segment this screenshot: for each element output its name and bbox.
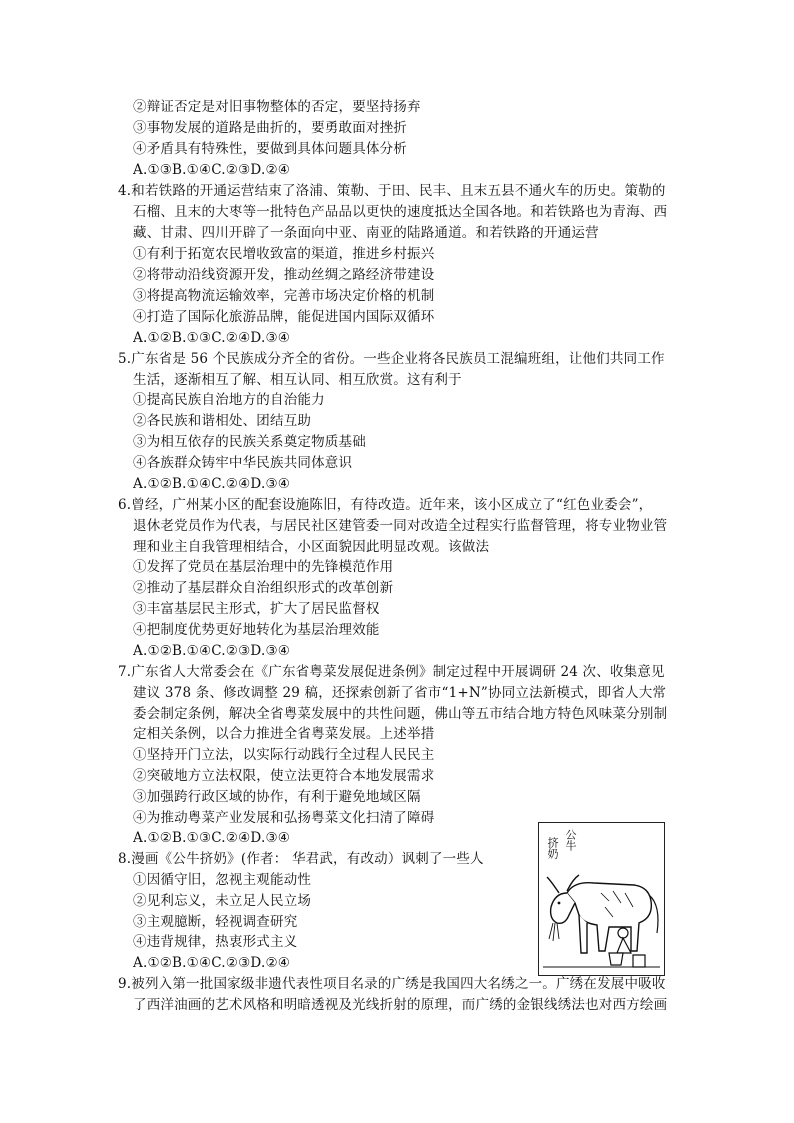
q5-answers: A.①②B.①④C.②④D.③④ xyxy=(133,476,291,492)
q7-option-2: ②突破地方立法权限，使立法更符合本地发展需求 xyxy=(133,768,435,784)
q8-option-3: ③主观臆断，轻视调查研究 xyxy=(133,914,298,930)
q4-option-4: ④打造了国际化旅游品牌，能促进国内国际双循环 xyxy=(133,309,435,325)
q4-stem-2: 石榴、且末的大枣等一批特色产品品以更快的速度抵达全国各地。和若铁路也为青海、西 xyxy=(133,204,668,220)
q6-stem-1: 6.曾经，广州某小区的配套设施陈旧，有待改造。近年来，该小区成立了“红色业委会”， xyxy=(118,497,653,513)
q3-option-3: ③事物发展的道路是曲折的，要勇敢面对挫折 xyxy=(133,120,407,136)
q8-option-4: ④违背规律，热衷形式主义 xyxy=(133,934,298,950)
q6-option-4: ④把制度优势更好地转化为基层治理效能 xyxy=(133,622,380,638)
q3-option-4: ④矛盾具有特殊性，要做到具体问题具体分析 xyxy=(133,141,407,157)
cartoon-caption-right: 公牛 xyxy=(564,829,577,851)
q8-option-1: ①因循守旧，忽视主观能动性 xyxy=(133,872,312,888)
q6-stem-2: 退休老党员作为代表，与居民社区建管委一同对改造全过程实行监督管理，将专业物业管 xyxy=(133,518,668,534)
q8-stem-1: 8.漫画《公牛挤奶》(作者： 华君武，有改动）讽刺了一些人 xyxy=(118,851,484,867)
q7-answers: A.①②B.①③C.②④D.③④ xyxy=(133,830,291,846)
q6-option-1: ①发挥了党员在基层治理中的先锋模范作用 xyxy=(133,559,394,575)
q5-option-2: ②各民族和谐相处、团结互助 xyxy=(133,413,312,429)
q3-option-2: ②辩证否定是对旧事物整体的否定，要坚持扬弃 xyxy=(133,99,421,115)
q4-answers: A.①②B.①③C.②④D.③④ xyxy=(133,330,291,346)
q4-option-1: ①有利于拓宽农民增收致富的渠道，推进乡村振兴 xyxy=(133,246,435,262)
q7-stem-2: 建议 378 条、修改调整 29 稿，还探索创新了省市“1+N”协同立法新模式，即省人大常 xyxy=(133,685,667,701)
q5-option-3: ③为相互依存的民族关系奠定物质基础 xyxy=(133,434,366,450)
q9-stem-1: 9.被列入第一批国家级非遗代表性项目名录的广绣是我国四大名绣之一。广绣在发展中吸收 xyxy=(118,976,666,992)
q6-option-2: ②推动了基层群众自治组织形式的改革创新 xyxy=(133,580,394,596)
q5-option-1: ①提高民族自治地方的自治能力 xyxy=(133,392,325,408)
q4-stem-1: 4.和若铁路的开通运营结束了洛浦、策勒、于田、民丰、且末五县不通火车的历史。策勒的 xyxy=(118,183,666,199)
q6-answers: A.①②B.①④C.②③D.③④ xyxy=(133,643,291,659)
q8-answers: A.①②B.①④C.②③D.②④ xyxy=(133,955,291,971)
q7-stem-4: 定相关条例，以合力推进全省粤菜发展。上述举措 xyxy=(133,726,435,742)
q7-option-4: ④为推动粤菜产业发展和弘扬粤菜文化扫清了障碍 xyxy=(133,810,435,826)
q3-answers: A.①③B.①④C.②③D.②④ xyxy=(133,162,291,178)
q5-stem-2: 生活，逐渐相互了解、相互认同、相互欣赏。这有利于 xyxy=(133,372,462,388)
cartoon-bull-milking xyxy=(538,822,665,976)
q9-stem-2: 了西洋油画的艺术风格和明暗透视及光线折射的原理，而广绣的金银线绣法也对西方绘画 xyxy=(133,997,668,1013)
q7-stem-3: 委会制定条例，解决全省粤菜发展中的共性问题，佛山等五市结合地方特色风味菜分别制 xyxy=(133,706,668,722)
q6-option-3: ③丰富基层民主形式，扩大了居民监督权 xyxy=(133,601,380,617)
q4-option-3: ③将提高物流运输效率，完善市场决定价格的机制 xyxy=(133,288,435,304)
q4-stem-3: 藏、甘肃、四川开辟了一条面向中亚、南亚的陆路通道。和若铁路的开通运营 xyxy=(133,225,599,241)
q7-stem-1: 7.广东省人大常委会在《广东省粤菜发展促进条例》制定过程中开展调研 24 次、收集意见 xyxy=(118,664,665,680)
q8-option-2: ②见利忘义，未立足人民立场 xyxy=(133,893,312,909)
q5-stem-1: 5.广东省是 56 个民族成分齐全的省份。一些企业将各民族员工混编班组，让他们共同工作 xyxy=(118,351,665,367)
q7-option-3: ③加强跨行政区域的协作，有利于避免地域区隔 xyxy=(133,789,421,805)
q4-option-2: ②将带动沿线资源开发，推动丝绸之路经济带建设 xyxy=(133,267,435,283)
cartoon-caption-left: 挤奶 xyxy=(546,837,559,859)
q6-stem-3: 理和业主自我管理相结合，小区面貌因此明显改观。该做法 xyxy=(133,539,490,555)
q5-option-4: ④各族群众铸牢中华民族共同体意识 xyxy=(133,455,353,471)
q7-option-1: ①坚持开门立法，以实际行动践行全过程人民民主 xyxy=(133,747,435,763)
